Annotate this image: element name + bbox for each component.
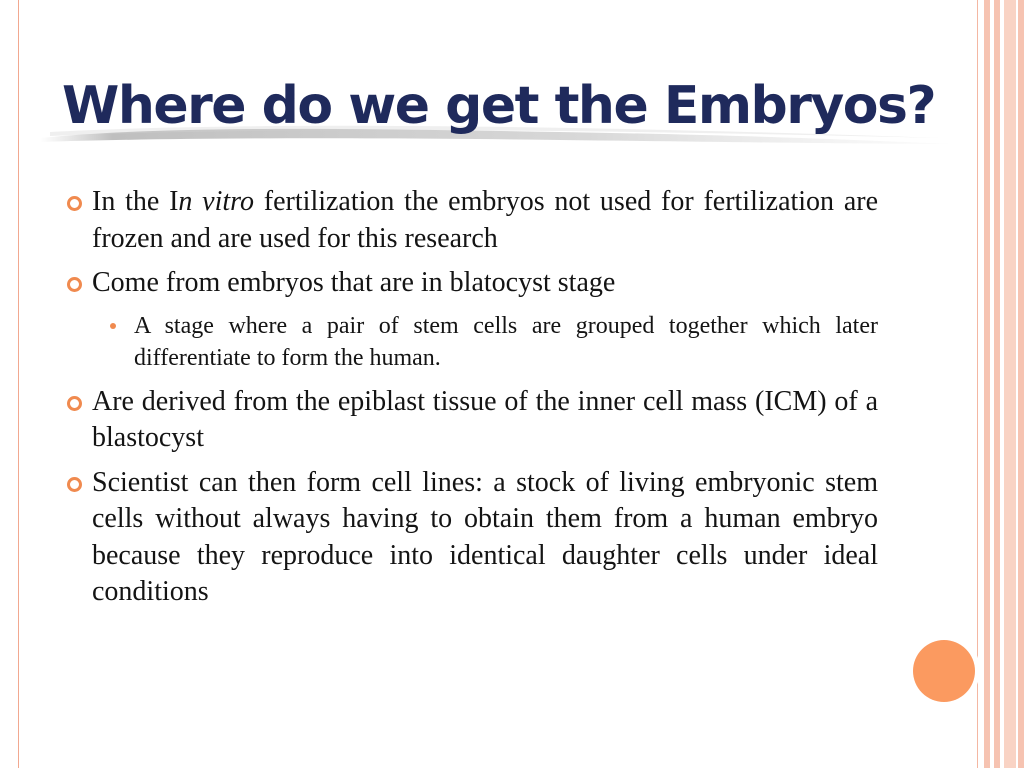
bullet-text: Are derived from the epiblast tissue of the inner cell mass (ICM) of a blastocyst [92,385,878,453]
bullet-list [66,184,878,619]
slide-title: Where do we get the Embryos? [62,76,936,136]
bullet-text-suffix: fertilization the embryos not used for fertilization are frozen and are used for this research [92,186,879,254]
right-stripe [1018,0,1024,768]
bullet-circle-icon [67,477,82,492]
sub-bullet-dot-icon [110,323,116,329]
sub-bullet-item [66,310,878,374]
bullet-item [66,384,878,457]
right-stripe [977,0,978,768]
bullet-circle-icon [67,196,82,211]
right-stripe [984,0,990,768]
bullet-text: Scientist can then form cell lines: a stock of living embryonic stem cells without always having to obtain them from a human embryo because they reproduce into identical daughter cells under ideal conditions [92,466,878,607]
right-stripe [1004,0,1016,768]
bullet-text-prefix: In the I [92,186,179,217]
bullet-circle-icon [67,277,82,292]
sub-bullet-text: A stage where a pair of stem cells are grouped together which later differentiate to form the human. [134,312,878,371]
bullet-circle-icon [67,396,82,411]
bullet-item [66,265,878,302]
right-stripe [994,0,1000,768]
bullet-item [66,184,878,257]
bullet-text: Come from embryos that are in blatocyst stage [92,267,616,298]
left-border-line [18,0,19,768]
bullet-text-emphasis: n vitro [178,186,255,217]
bullet-item [66,465,878,611]
decorative-orange-circle [913,640,975,702]
